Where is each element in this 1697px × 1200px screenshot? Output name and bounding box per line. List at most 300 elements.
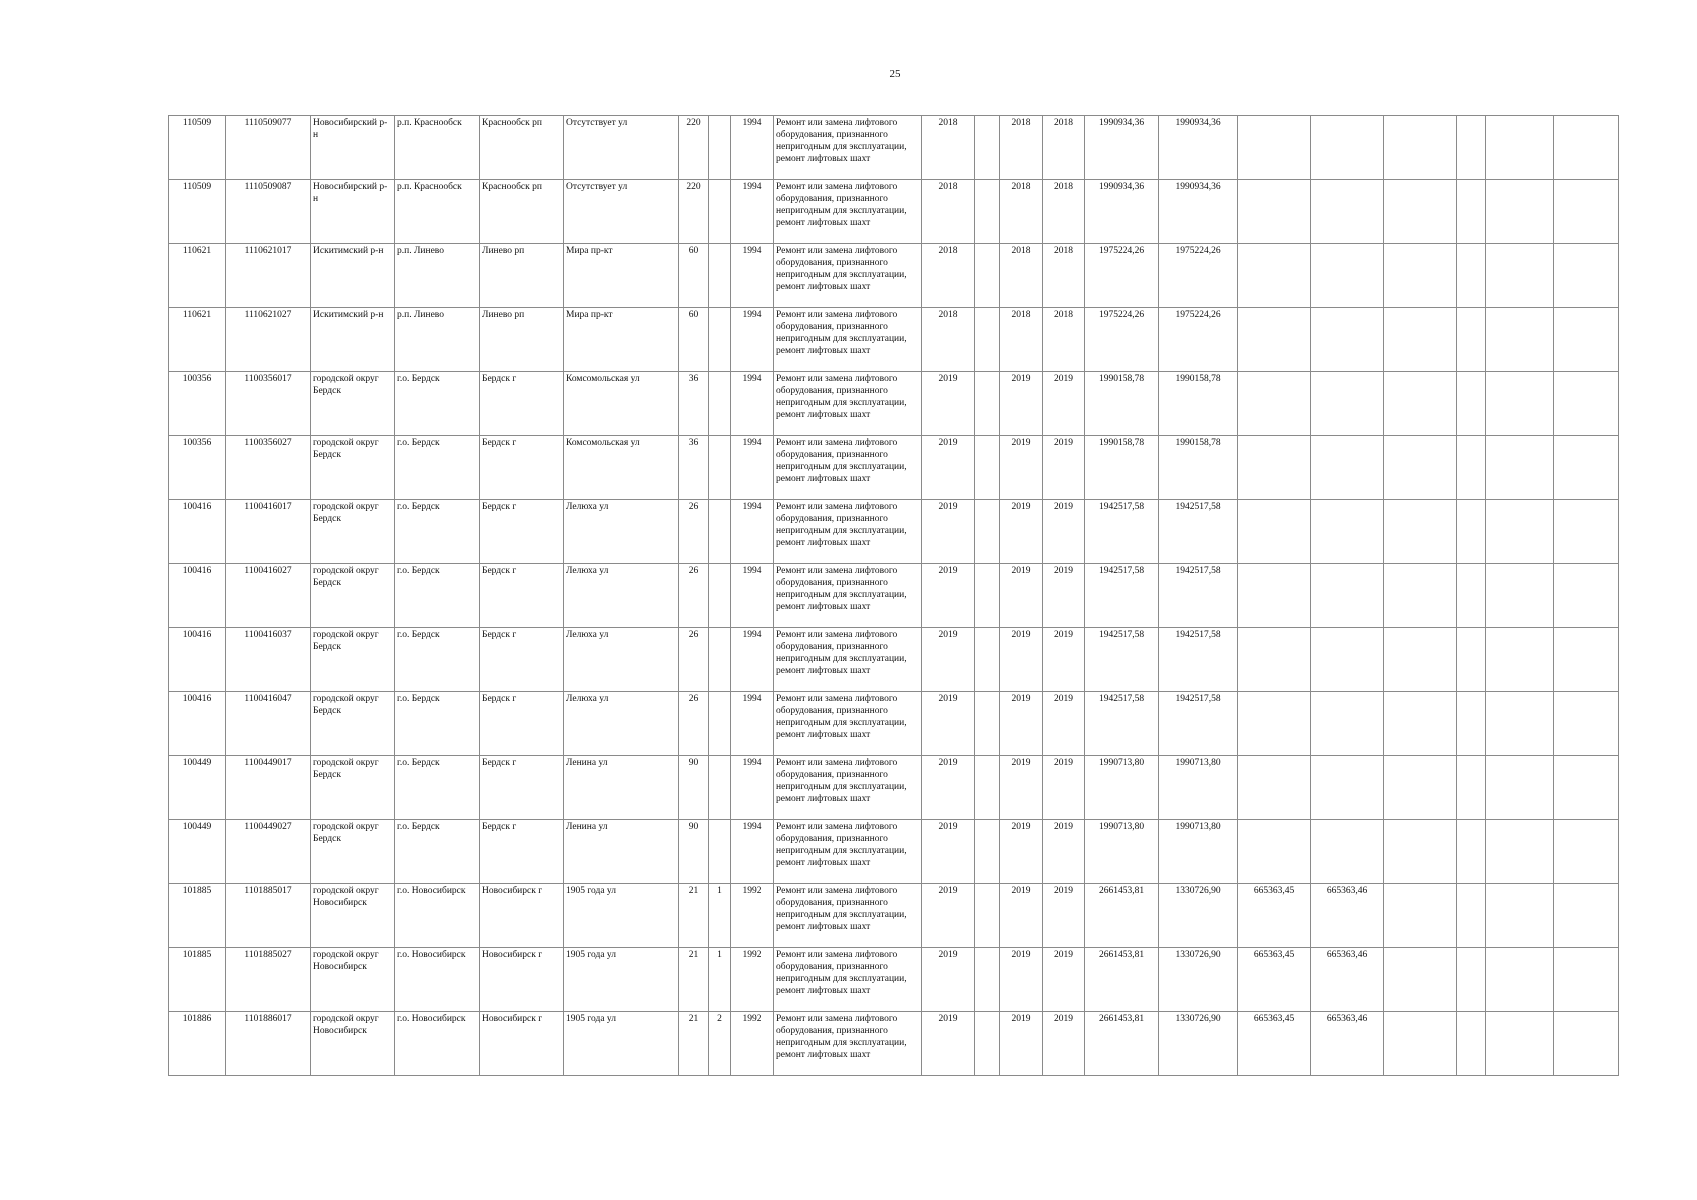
cell-house-number: 26 [679, 564, 709, 628]
cell-planned-year: 2019 [922, 436, 975, 500]
cell-element-code: 1100356017 [226, 372, 311, 436]
cell-house-code: 100449 [169, 756, 226, 820]
cell-planned-year: 2019 [922, 1012, 975, 1076]
cell-planned-year: 2018 [922, 308, 975, 372]
cell-end-year: 2018 [1043, 244, 1085, 308]
cell-extra-column [975, 244, 1000, 308]
table-row [169, 1012, 1619, 1076]
cell-end-year: 2019 [1043, 884, 1085, 948]
cell-extra-cost-4 [1554, 820, 1619, 884]
cell-house-code: 101885 [169, 884, 226, 948]
cell-locality: Бердск г [480, 500, 564, 564]
table-row [169, 884, 1619, 948]
cell-total-cost: 2661453,81 [1085, 1012, 1159, 1076]
cell-building-number [709, 308, 731, 372]
cell-regional-funds: 1942517,58 [1159, 692, 1238, 756]
cell-commissioning-year: 1994 [731, 308, 774, 372]
cell-extra-cost-2 [1457, 500, 1486, 564]
cell-settlement: р.п. Краснообск [395, 180, 480, 244]
cell-regional-funds: 1990713,80 [1159, 820, 1238, 884]
cell-extra-cost-2 [1457, 884, 1486, 948]
cell-total-cost: 1990713,80 [1085, 756, 1159, 820]
cell-commissioning-year: 1994 [731, 820, 774, 884]
cell-owner-funds [1311, 436, 1384, 500]
cell-extra-column [975, 436, 1000, 500]
cell-municipal-district: Новосибирский р-н [311, 116, 395, 180]
cell-element-code: 1100449027 [226, 820, 311, 884]
cell-extra-cost-4 [1554, 500, 1619, 564]
cell-local-funds [1238, 372, 1311, 436]
cell-owner-funds [1311, 308, 1384, 372]
cell-extra-cost-2 [1457, 628, 1486, 692]
cell-extra-cost-1 [1384, 308, 1457, 372]
cell-extra-column [975, 372, 1000, 436]
cell-house-number: 60 [679, 244, 709, 308]
cell-extra-cost-2 [1457, 436, 1486, 500]
cell-house-code: 100416 [169, 628, 226, 692]
cell-owner-funds [1311, 692, 1384, 756]
cell-extra-cost-4 [1554, 116, 1619, 180]
cell-extra-cost-2 [1457, 692, 1486, 756]
cell-settlement: г.о. Бердск [395, 564, 480, 628]
cell-owner-funds [1311, 564, 1384, 628]
cell-work-type: Ремонт или замена лифтового оборудования, признанного непригодным для эксплуатации, ремонт лифтовых шахт [774, 244, 922, 308]
cell-total-cost: 1942517,58 [1085, 564, 1159, 628]
cell-extra-cost-4 [1554, 372, 1619, 436]
cell-start-year: 2018 [1000, 244, 1043, 308]
table-row [169, 244, 1619, 308]
cell-house-code: 100416 [169, 564, 226, 628]
cell-extra-cost-4 [1554, 756, 1619, 820]
cell-house-number: 21 [679, 948, 709, 1012]
cell-total-cost: 1990158,78 [1085, 436, 1159, 500]
cell-end-year: 2019 [1043, 372, 1085, 436]
cell-municipal-district: Искитимский р-н [311, 244, 395, 308]
cell-extra-column [975, 116, 1000, 180]
cell-element-code: 1101886017 [226, 1012, 311, 1076]
cell-locality: Новосибирск г [480, 884, 564, 948]
cell-start-year: 2019 [1000, 756, 1043, 820]
cell-element-code: 1100416027 [226, 564, 311, 628]
cell-local-funds [1238, 436, 1311, 500]
cell-owner-funds [1311, 180, 1384, 244]
cell-end-year: 2019 [1043, 436, 1085, 500]
cell-extra-cost-1 [1384, 884, 1457, 948]
cell-house-code: 101886 [169, 1012, 226, 1076]
cell-extra-cost-4 [1554, 948, 1619, 1012]
cell-total-cost: 2661453,81 [1085, 948, 1159, 1012]
cell-street: 1905 года ул [564, 884, 679, 948]
cell-extra-cost-1 [1384, 692, 1457, 756]
cell-extra-cost-4 [1554, 436, 1619, 500]
cell-total-cost: 1942517,58 [1085, 692, 1159, 756]
table-row [169, 116, 1619, 180]
cell-municipal-district: Искитимский р-н [311, 308, 395, 372]
cell-start-year: 2018 [1000, 308, 1043, 372]
cell-street: 1905 года ул [564, 948, 679, 1012]
cell-extra-column [975, 1012, 1000, 1076]
cell-extra-cost-2 [1457, 564, 1486, 628]
cell-extra-column [975, 756, 1000, 820]
cell-locality: Краснообск рп [480, 180, 564, 244]
cell-municipal-district: городской округ Бердск [311, 500, 395, 564]
cell-total-cost: 1990158,78 [1085, 372, 1159, 436]
cell-house-number: 60 [679, 308, 709, 372]
cell-work-type: Ремонт или замена лифтового оборудования, признанного непригодным для эксплуатации, ремонт лифтовых шахт [774, 820, 922, 884]
cell-building-number [709, 372, 731, 436]
cell-end-year: 2019 [1043, 756, 1085, 820]
cell-total-cost: 1975224,26 [1085, 308, 1159, 372]
cell-building-number: 1 [709, 884, 731, 948]
table-row [169, 308, 1619, 372]
cell-street: Лелюха ул [564, 628, 679, 692]
cell-planned-year: 2019 [922, 884, 975, 948]
cell-work-type: Ремонт или замена лифтового оборудования, признанного непригодным для эксплуатации, ремонт лифтовых шахт [774, 372, 922, 436]
table-row [169, 692, 1619, 756]
cell-street: Ленина ул [564, 756, 679, 820]
cell-owner-funds: 665363,46 [1311, 948, 1384, 1012]
cell-work-type: Ремонт или замена лифтового оборудования, признанного непригодным для эксплуатации, ремонт лифтовых шахт [774, 180, 922, 244]
cell-commissioning-year: 1994 [731, 500, 774, 564]
cell-building-number [709, 820, 731, 884]
cell-extra-cost-3 [1486, 308, 1554, 372]
cell-extra-cost-3 [1486, 180, 1554, 244]
cell-extra-cost-4 [1554, 564, 1619, 628]
cell-settlement: г.о. Новосибирск [395, 948, 480, 1012]
cell-extra-cost-3 [1486, 756, 1554, 820]
cell-building-number [709, 116, 731, 180]
cell-extra-cost-2 [1457, 756, 1486, 820]
cell-end-year: 2019 [1043, 948, 1085, 1012]
cell-house-code: 110509 [169, 180, 226, 244]
cell-regional-funds: 1990158,78 [1159, 372, 1238, 436]
cell-extra-cost-3 [1486, 628, 1554, 692]
cell-extra-cost-1 [1384, 436, 1457, 500]
cell-settlement: г.о. Бердск [395, 756, 480, 820]
cell-municipal-district: городской округ Бердск [311, 756, 395, 820]
cell-regional-funds: 1990934,36 [1159, 116, 1238, 180]
cell-house-code: 110621 [169, 308, 226, 372]
cell-settlement: г.о. Бердск [395, 372, 480, 436]
cell-settlement: г.о. Новосибирск [395, 1012, 480, 1076]
cell-extra-cost-4 [1554, 308, 1619, 372]
cell-locality: Бердск г [480, 628, 564, 692]
cell-settlement: р.п. Линево [395, 244, 480, 308]
cell-municipal-district: Новосибирский р-н [311, 180, 395, 244]
cell-building-number [709, 500, 731, 564]
cell-house-code: 110509 [169, 116, 226, 180]
cell-extra-column [975, 948, 1000, 1012]
cell-extra-column [975, 628, 1000, 692]
cell-extra-column [975, 500, 1000, 564]
cell-owner-funds: 665363,46 [1311, 884, 1384, 948]
cell-settlement: г.о. Бердск [395, 820, 480, 884]
cell-work-type: Ремонт или замена лифтового оборудования, признанного непригодным для эксплуатации, ремонт лифтовых шахт [774, 948, 922, 1012]
cell-locality: Бердск г [480, 820, 564, 884]
cell-extra-cost-2 [1457, 372, 1486, 436]
cell-element-code: 1101885027 [226, 948, 311, 1012]
cell-settlement: г.о. Новосибирск [395, 884, 480, 948]
cell-extra-cost-1 [1384, 820, 1457, 884]
cell-local-funds [1238, 820, 1311, 884]
cell-municipal-district: городской округ Новосибирск [311, 1012, 395, 1076]
cell-start-year: 2018 [1000, 180, 1043, 244]
cell-house-number: 21 [679, 1012, 709, 1076]
table-row [169, 180, 1619, 244]
cell-planned-year: 2018 [922, 180, 975, 244]
cell-local-funds: 665363,45 [1238, 1012, 1311, 1076]
cell-street: Лелюха ул [564, 564, 679, 628]
cell-extra-column [975, 180, 1000, 244]
cell-settlement: г.о. Бердск [395, 628, 480, 692]
cell-house-code: 100449 [169, 820, 226, 884]
cell-commissioning-year: 1994 [731, 436, 774, 500]
page-number: 25 [889, 68, 901, 80]
cell-municipal-district: городской округ Бердск [311, 436, 395, 500]
cell-locality: Бердск г [480, 436, 564, 500]
cell-local-funds [1238, 244, 1311, 308]
cell-street: 1905 года ул [564, 1012, 679, 1076]
table-row [169, 436, 1619, 500]
cell-house-number: 36 [679, 372, 709, 436]
cell-commissioning-year: 1994 [731, 244, 774, 308]
cell-extra-cost-1 [1384, 564, 1457, 628]
data-table [168, 115, 1619, 1076]
cell-total-cost: 1942517,58 [1085, 628, 1159, 692]
cell-local-funds [1238, 692, 1311, 756]
cell-start-year: 2019 [1000, 436, 1043, 500]
cell-element-code: 1101885017 [226, 884, 311, 948]
cell-total-cost: 1975224,26 [1085, 244, 1159, 308]
cell-regional-funds: 1330726,90 [1159, 948, 1238, 1012]
cell-house-number: 21 [679, 884, 709, 948]
cell-extra-cost-4 [1554, 1012, 1619, 1076]
cell-total-cost: 2661453,81 [1085, 884, 1159, 948]
cell-planned-year: 2018 [922, 244, 975, 308]
cell-building-number [709, 244, 731, 308]
table-body [169, 116, 1619, 1076]
cell-work-type: Ремонт или замена лифтового оборудования, признанного непригодным для эксплуатации, ремонт лифтовых шахт [774, 308, 922, 372]
cell-start-year: 2018 [1000, 116, 1043, 180]
table-row [169, 948, 1619, 1012]
cell-extra-cost-3 [1486, 500, 1554, 564]
cell-start-year: 2019 [1000, 628, 1043, 692]
cell-commissioning-year: 1992 [731, 948, 774, 1012]
cell-house-number: 26 [679, 628, 709, 692]
cell-extra-cost-3 [1486, 884, 1554, 948]
cell-element-code: 1110509077 [226, 116, 311, 180]
cell-regional-funds: 1990158,78 [1159, 436, 1238, 500]
cell-commissioning-year: 1994 [731, 756, 774, 820]
cell-house-code: 100416 [169, 500, 226, 564]
cell-local-funds: 665363,45 [1238, 884, 1311, 948]
cell-building-number: 2 [709, 1012, 731, 1076]
cell-end-year: 2019 [1043, 564, 1085, 628]
cell-settlement: р.п. Линево [395, 308, 480, 372]
cell-municipal-district: городской округ Бердск [311, 628, 395, 692]
cell-house-code: 101885 [169, 948, 226, 1012]
cell-building-number [709, 756, 731, 820]
cell-extra-cost-2 [1457, 116, 1486, 180]
table-row [169, 756, 1619, 820]
cell-local-funds [1238, 500, 1311, 564]
cell-owner-funds: 665363,46 [1311, 1012, 1384, 1076]
cell-street: Комсомольская ул [564, 436, 679, 500]
cell-extra-cost-1 [1384, 180, 1457, 244]
cell-end-year: 2018 [1043, 180, 1085, 244]
cell-extra-cost-4 [1554, 628, 1619, 692]
cell-end-year: 2018 [1043, 116, 1085, 180]
cell-house-number: 26 [679, 500, 709, 564]
cell-house-number: 90 [679, 820, 709, 884]
cell-extra-cost-4 [1554, 884, 1619, 948]
cell-commissioning-year: 1994 [731, 180, 774, 244]
cell-building-number [709, 628, 731, 692]
table-row [169, 628, 1619, 692]
cell-extra-column [975, 692, 1000, 756]
cell-owner-funds [1311, 372, 1384, 436]
cell-building-number [709, 436, 731, 500]
cell-end-year: 2019 [1043, 1012, 1085, 1076]
cell-extra-cost-3 [1486, 436, 1554, 500]
cell-local-funds [1238, 116, 1311, 180]
cell-extra-column [975, 884, 1000, 948]
cell-planned-year: 2019 [922, 500, 975, 564]
cell-local-funds [1238, 628, 1311, 692]
cell-locality: Бердск г [480, 756, 564, 820]
cell-house-code: 100356 [169, 436, 226, 500]
cell-work-type: Ремонт или замена лифтового оборудования, признанного непригодным для эксплуатации, ремонт лифтовых шахт [774, 1012, 922, 1076]
cell-element-code: 1100416017 [226, 500, 311, 564]
cell-extra-cost-4 [1554, 692, 1619, 756]
cell-municipal-district: городской округ Бердск [311, 692, 395, 756]
cell-element-code: 1110509087 [226, 180, 311, 244]
cell-extra-column [975, 564, 1000, 628]
cell-start-year: 2019 [1000, 564, 1043, 628]
cell-locality: Бердск г [480, 692, 564, 756]
cell-extra-cost-1 [1384, 372, 1457, 436]
cell-house-number: 26 [679, 692, 709, 756]
cell-extra-cost-3 [1486, 820, 1554, 884]
cell-regional-funds: 1975224,26 [1159, 308, 1238, 372]
cell-locality: Линево рп [480, 244, 564, 308]
cell-end-year: 2019 [1043, 692, 1085, 756]
table-row [169, 372, 1619, 436]
cell-planned-year: 2019 [922, 564, 975, 628]
cell-commissioning-year: 1992 [731, 884, 774, 948]
cell-locality: Новосибирск г [480, 948, 564, 1012]
cell-street: Комсомольская ул [564, 372, 679, 436]
cell-end-year: 2018 [1043, 308, 1085, 372]
cell-extra-column [975, 820, 1000, 884]
cell-work-type: Ремонт или замена лифтового оборудования, признанного непригодным для эксплуатации, ремонт лифтовых шахт [774, 628, 922, 692]
cell-extra-cost-1 [1384, 1012, 1457, 1076]
cell-extra-cost-1 [1384, 628, 1457, 692]
cell-work-type: Ремонт или замена лифтового оборудования, признанного непригодным для эксплуатации, ремонт лифтовых шахт [774, 116, 922, 180]
cell-planned-year: 2019 [922, 628, 975, 692]
cell-owner-funds [1311, 500, 1384, 564]
cell-house-number: 220 [679, 180, 709, 244]
cell-extra-cost-2 [1457, 1012, 1486, 1076]
table-row [169, 564, 1619, 628]
cell-settlement: р.п. Краснообск [395, 116, 480, 180]
cell-extra-cost-3 [1486, 948, 1554, 1012]
cell-end-year: 2019 [1043, 820, 1085, 884]
cell-extra-cost-4 [1554, 244, 1619, 308]
cell-end-year: 2019 [1043, 500, 1085, 564]
cell-regional-funds: 1330726,90 [1159, 884, 1238, 948]
cell-start-year: 2019 [1000, 948, 1043, 1012]
cell-street: Лелюха ул [564, 500, 679, 564]
cell-street: Мира пр-кт [564, 244, 679, 308]
cell-extra-cost-3 [1486, 244, 1554, 308]
cell-settlement: г.о. Бердск [395, 436, 480, 500]
cell-extra-cost-1 [1384, 500, 1457, 564]
cell-regional-funds: 1942517,58 [1159, 628, 1238, 692]
cell-work-type: Ремонт или замена лифтового оборудования, признанного непригодным для эксплуатации, ремонт лифтовых шахт [774, 564, 922, 628]
cell-work-type: Ремонт или замена лифтового оборудования, признанного непригодным для эксплуатации, ремонт лифтовых шахт [774, 756, 922, 820]
cell-extra-cost-1 [1384, 244, 1457, 308]
cell-house-number: 220 [679, 116, 709, 180]
cell-local-funds [1238, 564, 1311, 628]
cell-regional-funds: 1975224,26 [1159, 244, 1238, 308]
cell-municipal-district: городской округ Новосибирск [311, 948, 395, 1012]
cell-house-code: 100356 [169, 372, 226, 436]
cell-extra-cost-3 [1486, 692, 1554, 756]
cell-street: Мира пр-кт [564, 308, 679, 372]
cell-extra-cost-2 [1457, 948, 1486, 1012]
cell-commissioning-year: 1992 [731, 1012, 774, 1076]
cell-extra-cost-2 [1457, 180, 1486, 244]
cell-planned-year: 2019 [922, 372, 975, 436]
cell-planned-year: 2019 [922, 692, 975, 756]
cell-regional-funds: 1330726,90 [1159, 1012, 1238, 1076]
cell-street: Лелюха ул [564, 692, 679, 756]
cell-settlement: г.о. Бердск [395, 692, 480, 756]
cell-start-year: 2019 [1000, 884, 1043, 948]
cell-locality: Бердск г [480, 372, 564, 436]
cell-building-number [709, 180, 731, 244]
cell-extra-cost-2 [1457, 308, 1486, 372]
cell-house-number: 36 [679, 436, 709, 500]
cell-extra-column [975, 308, 1000, 372]
cell-planned-year: 2019 [922, 948, 975, 1012]
cell-municipal-district: городской округ Новосибирск [311, 884, 395, 948]
cell-total-cost: 1942517,58 [1085, 500, 1159, 564]
cell-extra-cost-4 [1554, 180, 1619, 244]
cell-element-code: 1100356027 [226, 436, 311, 500]
cell-extra-cost-1 [1384, 948, 1457, 1012]
cell-locality: Новосибирск г [480, 1012, 564, 1076]
cell-element-code: 1100449017 [226, 756, 311, 820]
cell-start-year: 2019 [1000, 1012, 1043, 1076]
cell-settlement: г.о. Бердск [395, 500, 480, 564]
cell-commissioning-year: 1994 [731, 564, 774, 628]
cell-building-number: 1 [709, 948, 731, 1012]
cell-work-type: Ремонт или замена лифтового оборудования, признанного непригодным для эксплуатации, ремонт лифтовых шахт [774, 692, 922, 756]
cell-local-funds [1238, 756, 1311, 820]
cell-building-number [709, 692, 731, 756]
cell-regional-funds: 1942517,58 [1159, 564, 1238, 628]
cell-local-funds: 665363,45 [1238, 948, 1311, 1012]
cell-house-code: 110621 [169, 244, 226, 308]
cell-total-cost: 1990934,36 [1085, 180, 1159, 244]
cell-house-code: 100416 [169, 692, 226, 756]
cell-owner-funds [1311, 244, 1384, 308]
cell-extra-cost-1 [1384, 756, 1457, 820]
cell-local-funds [1238, 180, 1311, 244]
cell-planned-year: 2019 [922, 756, 975, 820]
